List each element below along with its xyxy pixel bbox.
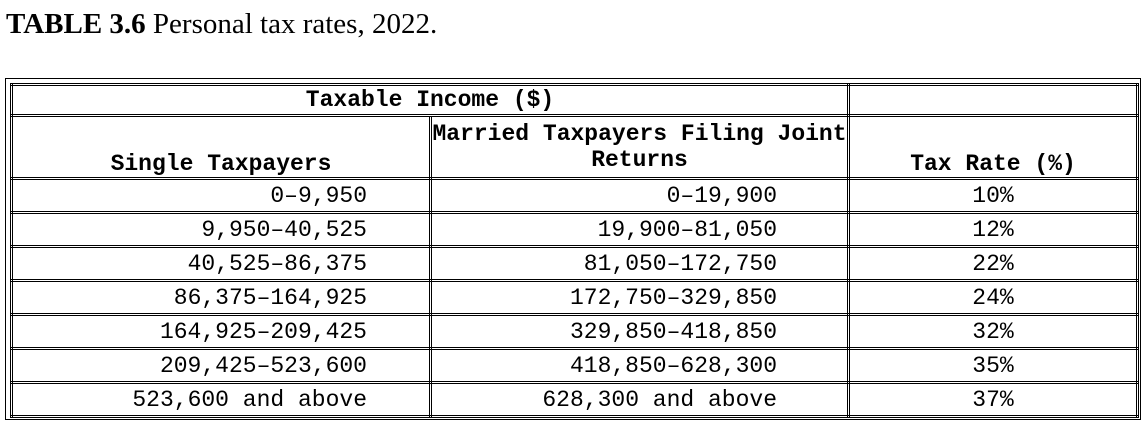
caption-text: Personal tax rates, 2022. bbox=[152, 8, 438, 40]
tax-rate-cell: 10% bbox=[849, 179, 1138, 213]
single-range-cell: 164,925–209,425 bbox=[12, 315, 431, 349]
married-range-cell: 0–19,900 bbox=[431, 179, 849, 213]
taxable-income-header: Taxable Income ($) bbox=[12, 85, 849, 116]
married-range-cell: 19,900–81,050 bbox=[431, 213, 849, 247]
table-row bbox=[12, 383, 1138, 417]
married-range-cell: 628,300 and above bbox=[431, 383, 849, 417]
married-taxpayers-header: Married Taxpayers Filing Joint Returns bbox=[431, 116, 849, 179]
married-range-cell: 81,050–172,750 bbox=[431, 247, 849, 281]
table-row bbox=[12, 349, 1138, 383]
tax-rate-cell: 32% bbox=[849, 315, 1138, 349]
tax-rate-cell: 22% bbox=[849, 247, 1138, 281]
single-range-cell: 9,950–40,525 bbox=[12, 213, 431, 247]
single-range-cell: 40,525–86,375 bbox=[12, 247, 431, 281]
married-range-cell: 418,850–628,300 bbox=[431, 349, 849, 383]
married-range-cell: 329,850–418,850 bbox=[431, 315, 849, 349]
table-caption bbox=[6, 4, 437, 44]
single-taxpayers-header: Single Taxpayers bbox=[12, 116, 431, 179]
table-row bbox=[12, 179, 1138, 213]
empty-header-cell bbox=[849, 85, 1138, 116]
table-row bbox=[12, 281, 1138, 315]
table-row bbox=[12, 247, 1138, 281]
tax-rate-cell: 35% bbox=[849, 349, 1138, 383]
tax-rate-cell: 12% bbox=[849, 213, 1138, 247]
table-frame bbox=[5, 78, 1141, 420]
married-range-cell: 172,750–329,850 bbox=[431, 281, 849, 315]
table-row bbox=[12, 213, 1138, 247]
tax-rate-table bbox=[10, 83, 1139, 418]
single-range-cell: 523,600 and above bbox=[12, 383, 431, 417]
single-range-cell: 209,425–523,600 bbox=[12, 349, 431, 383]
tax-rate-header: Tax Rate (%) bbox=[849, 116, 1138, 179]
table-row bbox=[12, 315, 1138, 349]
tax-rate-cell: 24% bbox=[849, 281, 1138, 315]
tax-rate-cell: 37% bbox=[849, 383, 1138, 417]
single-range-cell: 0–9,950 bbox=[12, 179, 431, 213]
single-range-cell: 86,375–164,925 bbox=[12, 281, 431, 315]
caption-label: TABLE 3.6 bbox=[6, 8, 146, 40]
